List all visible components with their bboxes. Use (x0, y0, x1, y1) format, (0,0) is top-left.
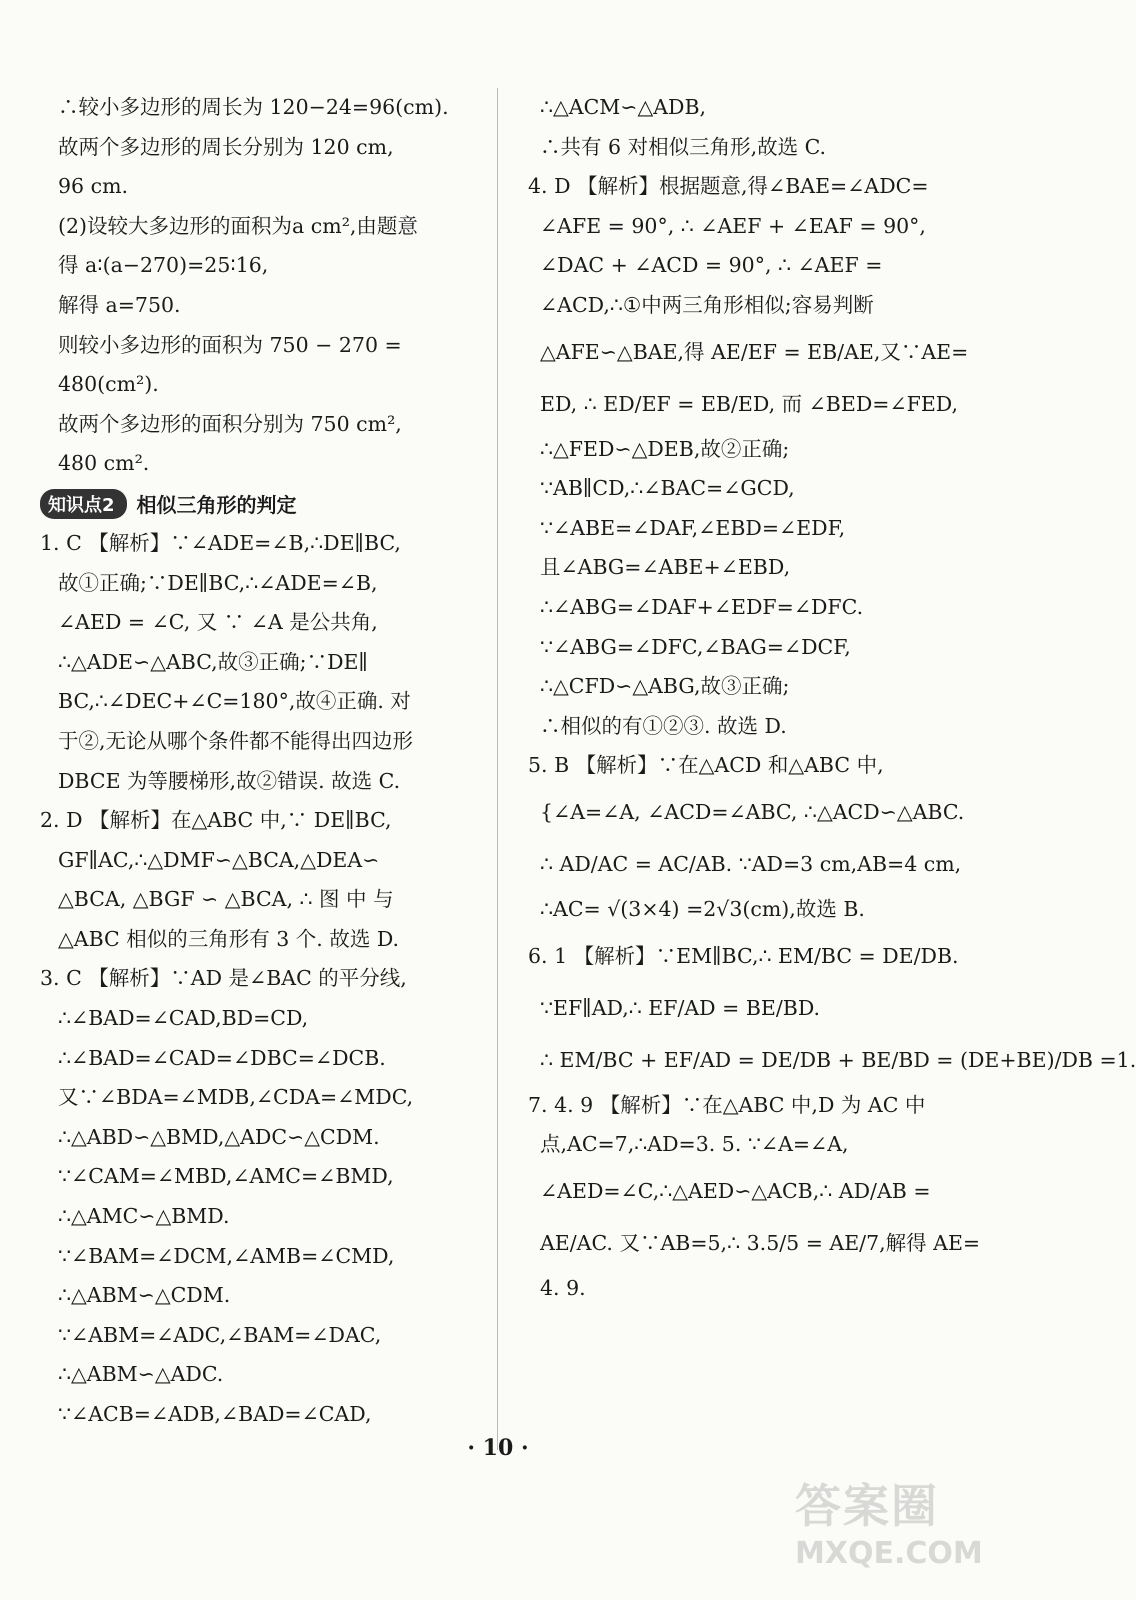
left-column (40, 88, 480, 1435)
text-line: 480 cm². (58, 451, 150, 476)
text-line: ∵∠BAM=∠DCM,∠AMB=∠CMD, (58, 1243, 395, 1268)
text-line: ∴△ADE∽△ABC,故③正确;∵DE∥ (58, 649, 368, 674)
text-line: ∠AFE = 90°, ∴ ∠AEF + ∠EAF = 90°, (540, 213, 926, 238)
text-line: 5. B 【解析】∵在△ACD 和△ABC 中, (528, 753, 884, 778)
text-line: 6. 1 【解析】∵EM∥BC,∴ EM/BC = DE/DB. (528, 943, 959, 968)
text-line: 2. D 【解析】在△ABC 中,∵ DE∥BC, (40, 808, 392, 833)
text-line: 于②,无论从哪个条件都不能得出四边形 (58, 728, 414, 753)
text-line: ∴△FED∽△DEB,故②正确; (540, 436, 790, 461)
text-line: ∵EF∥AD,∴ EF/AD = BE/BD. (540, 995, 821, 1020)
watermark-url: MXQE.COM (795, 1536, 983, 1571)
text-line: ∴AC= √(3×4) =2√3(cm),故选 B. (540, 896, 865, 921)
text-line: {∠A=∠A, ∠ACD=∠ABC, ∴△ACD∽△ABC. (540, 799, 965, 824)
text-line: ∴△ABD∽△BMD,△ADC∽△CDM. (58, 1124, 380, 1149)
text-line: 故两个多边形的面积分别为 750 cm², (58, 411, 402, 436)
text-line: ∵AB∥CD,∴∠BAC=∠GCD, (540, 476, 795, 501)
text-line: GF∥AC,∴△DMF∽△BCA,△DEA∽ (58, 847, 380, 872)
text-line: ∵∠ABM=∠ADC,∠BAM=∠DAC, (58, 1322, 382, 1347)
text-line: ∴∠ABG=∠DAF+∠EDF=∠DFC. (540, 594, 864, 619)
text-line: ∴相似的有①②③. 故选 D. (540, 713, 787, 738)
watermark-text: 答案圈 (795, 1479, 939, 1533)
text-line: ∠ACD,∴①中两三角形相似;容易判断 (540, 292, 874, 317)
text-line: 解得 a=750. (58, 292, 181, 317)
text-line: ∴∠BAD=∠CAD,BD=CD, (58, 1006, 309, 1031)
text-line: ∴ EM/BC + EF/AD = DE/DB + BE/BD = (DE+BE)/DB =1. (540, 1047, 1136, 1072)
section-badge: 知识点2 (40, 489, 127, 519)
text-line: 且∠ABG=∠ABE+∠EBD, (540, 555, 791, 580)
text-line: ∴ AD/AC = AC/AB. ∵AD=3 cm,AB=4 cm, (540, 851, 962, 876)
text-line: ∴∠BAD=∠CAD=∠DBC=∠DCB. (58, 1045, 386, 1070)
text-line: 96 cm. (58, 174, 129, 199)
text-line: 4. D 【解析】根据题意,得∠BAE=∠ADC= (528, 174, 929, 199)
right-column (528, 88, 1136, 1308)
text-line: DBCE 为等腰梯形,故②错误. 故选 C. (58, 768, 401, 793)
text-line: 1. C 【解析】∵∠ADE=∠B,∴DE∥BC, (40, 530, 401, 555)
text-line: ∠AED=∠C,∴△AED∽△ACB,∴ AD/AB = (540, 1178, 931, 1203)
text-line: ∴△CFD∽△ABG,故③正确; (540, 674, 790, 699)
watermark-logo (795, 1470, 985, 1590)
text-line: △BCA, △BGF ∽ △BCA, ∴ 图 中 与 (58, 887, 394, 912)
text-line: (2)设较大多边形的面积为a cm²,由题意 (58, 213, 418, 238)
text-line: 480(cm²). (58, 372, 159, 397)
text-line: 则较小多边形的面积为 750 − 270 = (58, 332, 402, 357)
text-line: BC,∴∠DEC+∠C=180°,故④正确. 对 (58, 689, 411, 714)
text-line: △ABC 相似的三角形有 3 个. 故选 D. (58, 926, 400, 951)
text-line: 4. 9. (540, 1275, 586, 1300)
text-line: 7. 4. 9 【解析】∵在△ABC 中,D 为 AC 中 (528, 1092, 926, 1117)
text-line: △AFE∽△BAE,得 AE/EF = EB/AE,又∵AE= (540, 339, 969, 364)
text-line: ∴△ACM∽△ADB, (540, 95, 707, 119)
page-number: · 10 · (467, 1435, 529, 1461)
text-line: ED, ∴ ED/EF = EB/ED, 而 ∠BED=∠FED, (540, 391, 959, 416)
section-title: 相似三角形的判定 (136, 493, 297, 518)
text-line: ∴△ABM∽△CDM. (58, 1283, 231, 1308)
text-line: 又∵∠BDA=∠MDB,∠CDA=∠MDC, (58, 1085, 414, 1110)
text-line: ∵∠ABG=∠DFC,∠BAG=∠DCF, (540, 634, 851, 659)
text-line: 点,AC=7,∴AD=3. 5. ∵∠A=∠A, (540, 1132, 849, 1157)
column-divider (497, 88, 498, 1450)
text-line: 故两个多边形的周长分别为 120 cm, (58, 134, 394, 159)
text-line: ∠AED = ∠C, 又 ∵ ∠A 是公共角, (58, 610, 378, 635)
text-line: ∵∠ABE=∠DAF,∠EBD=∠EDF, (540, 515, 846, 540)
text-line: ∴△ABM∽△ADC. (58, 1362, 224, 1387)
text-line: 得 a∶(a−270)=25∶16, (58, 253, 269, 278)
text-line: ∴共有 6 对相似三角形,故选 C. (540, 134, 827, 159)
text-line: ∵∠CAM=∠MBD,∠AMC=∠BMD, (58, 1164, 394, 1189)
text-line: ∴较小多边形的周长为 120−24=96(cm). (58, 95, 449, 119)
text-line: 3. C 【解析】∵AD 是∠BAC 的平分线, (40, 966, 407, 991)
text-line: ∠DAC + ∠ACD = 90°, ∴ ∠AEF = (540, 253, 883, 278)
text-line: ∴△AMC∽△BMD. (58, 1204, 230, 1229)
text-line: AE/AC. 又∵AB=5,∴ 3.5/5 = AE/7,解得 AE= (540, 1230, 981, 1255)
text-line: 故①正确;∵DE∥BC,∴∠ADE=∠B, (58, 570, 378, 595)
section-heading (40, 484, 480, 524)
text-line: ∵∠ACB=∠ADB,∠BAD=∠CAD, (58, 1402, 372, 1426)
